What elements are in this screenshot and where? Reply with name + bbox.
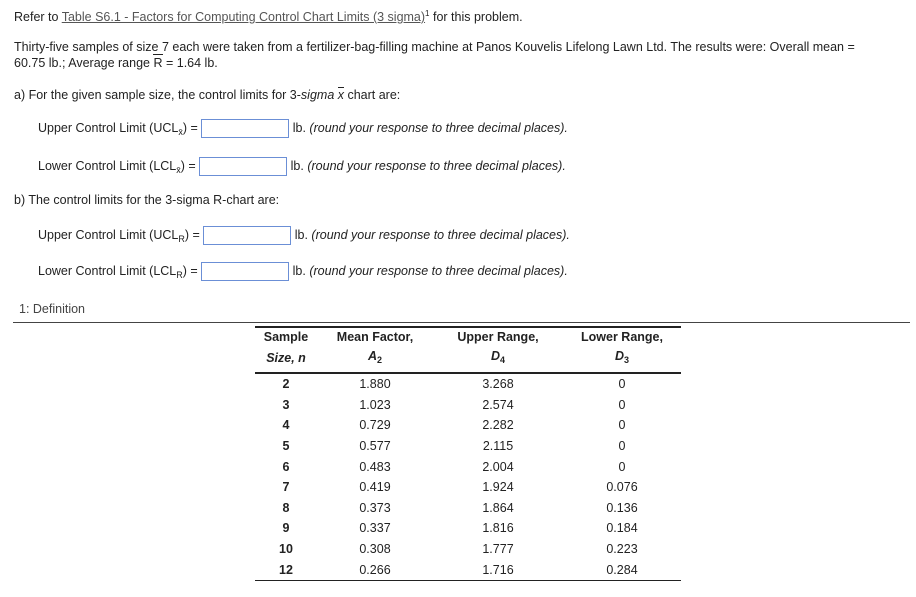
part-b-prompt: b) The control limits for the 3-sigma R-chart are: <box>14 193 280 207</box>
footnote-marker: 1 <box>425 9 430 18</box>
cell-mean-factor: 1.023 <box>359 397 391 412</box>
cell-sample-size: 6 <box>282 459 290 474</box>
cell-mean-factor: 0.483 <box>359 459 391 474</box>
ucl-xbar-hint: (round your response to three decimal places). <box>309 120 568 135</box>
problem-line-1: Thirty-five samples of size 7 each were taken from a fertilizer-bag-filling machine at Panos Kouvelis Lifelong Lawn Ltd. The results were: Overall mean = <box>14 40 855 54</box>
cell-sample-size: 10 <box>279 542 293 557</box>
part-a-prompt-end: chart are: <box>344 88 401 102</box>
cell-upper-range: 2.115 <box>482 439 514 454</box>
cell-lower-range: 0 <box>618 397 626 412</box>
intro-line <box>14 9 523 24</box>
lcl-r-label: Lower Control Limit (LCL <box>38 263 177 278</box>
table-row <box>255 559 681 580</box>
cell-mean-factor: 0.419 <box>359 480 391 495</box>
header-size-n <box>255 347 317 373</box>
header-upper-range: Upper Range, <box>433 327 563 347</box>
table-row <box>255 436 681 457</box>
table-reference-link[interactable]: Table S6.1 - Factors for Computing Control Chart Limits (3 sigma) <box>61 10 426 24</box>
part-a-prompt <box>14 88 400 102</box>
definition-label: 1: Definition <box>19 302 86 316</box>
intro-prefix: Refer to <box>14 10 62 24</box>
cell-lower-range: 0.076 <box>606 480 638 495</box>
lcl-xbar-hint: (round your response to three decimal places). <box>307 158 566 173</box>
cell-mean-factor: 0.373 <box>359 500 391 515</box>
cell-sample-size: 8 <box>282 500 290 515</box>
cell-lower-range: 0 <box>618 459 626 474</box>
lcl-r-input[interactable] <box>201 262 289 281</box>
cell-upper-range: 1.924 <box>482 480 514 495</box>
ucl-r-equals: ) = <box>184 227 200 242</box>
table-row <box>255 415 681 436</box>
ucl-r-row <box>38 226 570 245</box>
cell-mean-factor: 1.880 <box>359 377 391 392</box>
r-bar-symbol: R <box>153 56 163 70</box>
ucl-r-label: Upper Control Limit (UCL <box>38 227 179 242</box>
lcl-r-unit: lb. <box>292 263 306 278</box>
intro-suffix: for this problem. <box>429 10 523 24</box>
cell-lower-range: 0.184 <box>606 521 638 536</box>
table-row <box>255 539 681 560</box>
cell-lower-range: 0 <box>618 439 626 454</box>
cell-lower-range: 0 <box>618 377 626 392</box>
lcl-r-equals: ) = <box>182 263 198 278</box>
x-bar-symbol: x <box>337 88 344 102</box>
cell-sample-size: 4 <box>282 418 290 433</box>
ucl-xbar-equals: ) = <box>182 120 198 135</box>
cell-mean-factor: 0.337 <box>359 521 391 536</box>
lcl-r-hint: (round your response to three decimal places). <box>309 263 568 278</box>
cell-upper-range: 1.864 <box>482 500 514 515</box>
ucl-r-hint: (round your response to three decimal places). <box>311 227 570 242</box>
cell-sample-size: 5 <box>282 439 290 454</box>
problem-line-2 <box>14 56 218 70</box>
cell-mean-factor: 0.577 <box>359 439 391 454</box>
lcl-r-row <box>38 262 568 281</box>
cell-mean-factor: 0.729 <box>359 418 391 433</box>
ucl-xbar-label: Upper Control Limit (UCL <box>38 120 179 135</box>
cell-lower-range: 0.223 <box>606 542 638 557</box>
ucl-r-unit: lb. <box>294 227 308 242</box>
cell-upper-range: 1.777 <box>482 542 514 557</box>
ucl-r-subscript: R <box>178 233 185 244</box>
header-d4-sub: 4 <box>500 355 506 365</box>
cell-upper-range: 2.004 <box>482 459 514 474</box>
cell-sample-size: 3 <box>282 397 290 412</box>
cell-upper-range: 1.716 <box>433 559 563 580</box>
lcl-xbar-input[interactable] <box>199 157 287 176</box>
control-chart-factors-table <box>255 326 681 581</box>
header-d3-letter: D <box>614 349 624 363</box>
lcl-xbar-unit: lb. <box>290 158 304 173</box>
cell-mean-factor: 0.308 <box>359 542 391 557</box>
lcl-xbar-subscript: x̄ <box>176 164 181 175</box>
cell-mean-factor: 0.266 <box>317 559 433 580</box>
table-row <box>255 498 681 519</box>
cell-lower-range: 0.284 <box>563 559 681 580</box>
table-row <box>255 518 681 539</box>
ucl-xbar-subscript: x̄ <box>178 126 183 137</box>
part-a-prompt-start: a) For the given sample size, the control limits for 3- <box>14 88 301 102</box>
cell-upper-range: 3.268 <box>482 377 514 392</box>
header-mean-factor: Mean Factor, <box>317 327 433 347</box>
ucl-xbar-unit: lb. <box>292 120 306 135</box>
problem-range-text: = 1.64 lb. <box>162 56 218 70</box>
ucl-r-input[interactable] <box>203 226 291 245</box>
header-size-n-text: Size, n <box>266 351 306 365</box>
header-a2 <box>317 347 433 373</box>
cell-upper-range: 1.816 <box>482 521 514 536</box>
cell-sample-size: 7 <box>282 480 290 495</box>
cell-lower-range: 0.136 <box>606 500 638 515</box>
table-row <box>255 456 681 477</box>
cell-lower-range: 0 <box>618 418 626 433</box>
header-d4-letter: D <box>490 349 500 363</box>
cell-sample-size: 2 <box>282 377 290 392</box>
header-a2-sub: 2 <box>377 355 383 365</box>
table-row <box>255 395 681 416</box>
lcl-xbar-row <box>38 157 566 176</box>
header-d3 <box>563 347 681 373</box>
cell-upper-range: 2.574 <box>482 397 514 412</box>
header-a2-letter: A <box>367 349 377 363</box>
lcl-xbar-equals: ) = <box>180 158 196 173</box>
cell-sample-size: 9 <box>282 521 290 536</box>
table-row <box>255 477 681 498</box>
header-d3-sub: 3 <box>624 355 630 365</box>
problem-mean-text: 60.75 lb.; Average range <box>14 56 154 70</box>
ucl-xbar-input[interactable] <box>201 119 289 138</box>
cell-upper-range: 2.282 <box>482 418 514 433</box>
definition-divider <box>13 322 910 323</box>
cell-sample-size: 12 <box>255 559 317 580</box>
ucl-xbar-row <box>38 119 568 138</box>
part-a-sigma: sigma <box>300 88 335 102</box>
lcl-r-subscript: R <box>176 269 183 280</box>
lcl-xbar-label: Lower Control Limit (LCL <box>38 158 177 173</box>
header-d4 <box>433 347 563 373</box>
table-row <box>255 373 681 395</box>
header-sample: Sample <box>255 327 317 347</box>
header-lower-range: Lower Range, <box>563 327 681 347</box>
